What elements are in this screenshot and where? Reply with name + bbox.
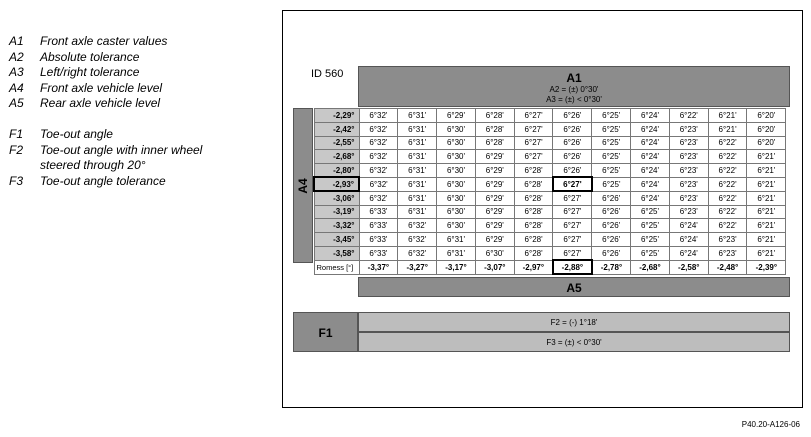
legend-text: Toe-out angle with inner wheel steered through 20° (40, 142, 203, 172)
caster-value-cell: 6°25' (592, 122, 631, 136)
legend-text: Absolute tolerance (40, 49, 140, 64)
caster-value-cell: 6°21' (747, 246, 786, 260)
caster-value-cell: 6°21' (747, 205, 786, 219)
rear-level-cell: -3,27° (398, 260, 437, 274)
caster-value-cell: 6°25' (592, 177, 631, 191)
a3-tolerance: A3 = (±) < 0°30' (546, 95, 602, 104)
table-row (314, 219, 786, 233)
caster-value-cell: 6°27' (514, 150, 553, 164)
caster-value-cell: 6°22' (708, 177, 747, 191)
caster-value-cell: 6°25' (631, 205, 670, 219)
caster-value-cell: 6°33' (359, 205, 398, 219)
rear-level-cell: -2,68° (631, 260, 670, 274)
rear-level-row (314, 260, 786, 274)
caster-value-cell: 6°25' (631, 219, 670, 233)
caster-value-cell: 6°22' (708, 191, 747, 205)
table-row (314, 109, 786, 123)
caster-value-cell: 6°32' (359, 150, 398, 164)
a4-header (293, 108, 313, 263)
caster-value-cell: 6°22' (708, 164, 747, 178)
caster-value-cell: 6°31' (398, 205, 437, 219)
caster-value-cell: 6°22' (708, 150, 747, 164)
caster-value-cell: 6°24' (631, 122, 670, 136)
legend-item (9, 65, 240, 81)
caster-value-cell: 6°32' (359, 177, 398, 191)
caster-value-cell: 6°24' (631, 136, 670, 150)
front-level-cell: -2,93° (314, 177, 359, 191)
table-row (314, 150, 786, 164)
caster-value-cell: 6°30' (437, 136, 476, 150)
caster-value-cell: 6°23' (669, 205, 708, 219)
caster-value-cell: 6°28' (514, 191, 553, 205)
legend-item (9, 174, 240, 190)
caster-value-cell: 6°31' (437, 233, 476, 247)
caster-table (313, 108, 786, 275)
caster-value-cell: 6°23' (669, 150, 708, 164)
table-row (314, 122, 786, 136)
front-level-cell: -3,45° (314, 233, 359, 247)
front-level-cell: -3,06° (314, 191, 359, 205)
caster-value-cell: 6°28' (514, 233, 553, 247)
caster-value-cell: 6°26' (553, 122, 592, 136)
f3-value: F3 = (±) < 0°30' (358, 332, 790, 352)
f2-value: F2 = (-) 1°18' (358, 312, 790, 332)
caster-value-cell: 6°25' (631, 233, 670, 247)
caster-value-cell: 6°21' (747, 177, 786, 191)
caster-value-cell: 6°28' (514, 177, 553, 191)
legend-code: F1 (9, 127, 24, 141)
caster-value-cell: 6°33' (359, 246, 398, 260)
caster-value-cell: 6°32' (398, 233, 437, 247)
rear-level-cell: -2,48° (708, 260, 747, 274)
caster-value-cell: 6°26' (553, 164, 592, 178)
caster-value-cell: 6°20' (747, 122, 786, 136)
caster-value-cell: 6°25' (631, 246, 670, 260)
a4-label: A4 (296, 177, 310, 194)
caster-value-cell: 6°26' (592, 219, 631, 233)
caster-value-cell: 6°29' (475, 219, 514, 233)
table-row (314, 233, 786, 247)
caster-value-cell: 6°28' (514, 246, 553, 260)
caster-value-cell: 6°32' (359, 191, 398, 205)
caster-value-cell: 6°24' (631, 191, 670, 205)
caster-value-cell: 6°27' (514, 136, 553, 150)
caster-value-cell: 6°26' (553, 136, 592, 150)
legend-item (9, 96, 240, 112)
caster-value-cell: 6°26' (592, 191, 631, 205)
legend-text: Toe-out angle (40, 127, 113, 141)
legend-code: A4 (9, 80, 24, 95)
caster-value-cell: 6°30' (437, 150, 476, 164)
legend-item (9, 81, 240, 97)
caster-value-cell: 6°29' (475, 191, 514, 205)
caster-value-cell: 6°29' (475, 205, 514, 219)
a1-title: A1 (566, 71, 582, 85)
caster-value-cell: 6°27' (553, 246, 592, 260)
caster-value-cell: 6°30' (437, 219, 476, 233)
caster-value-cell: 6°29' (475, 164, 514, 178)
table-row (314, 164, 786, 178)
caster-value-cell: 6°30' (437, 191, 476, 205)
legend-code: F3 (9, 173, 24, 188)
caster-value-cell: 6°31' (398, 150, 437, 164)
caster-value-cell: 6°24' (631, 164, 670, 178)
front-level-cell: -2,29° (314, 109, 359, 123)
caster-value-cell: 6°28' (475, 122, 514, 136)
front-level-cell: -2,80° (314, 164, 359, 178)
caster-value-cell: 6°33' (359, 233, 398, 247)
legend-code: A2 (9, 49, 24, 64)
caster-value-cell: 6°20' (747, 109, 786, 123)
caster-value-cell: 6°24' (669, 233, 708, 247)
legend-code: A3 (9, 65, 24, 79)
caster-value-cell: 6°30' (437, 177, 476, 191)
front-level-cell: -3,58° (314, 246, 359, 260)
rear-level-cell: -2,88° (553, 260, 592, 274)
caster-value-cell: 6°25' (592, 150, 631, 164)
rear-level-cell: -3,37° (359, 260, 398, 274)
rear-level-cell: -2,78° (592, 260, 631, 274)
legend-text: Toe-out angle tolerance (40, 173, 166, 188)
caster-value-cell: 6°26' (592, 246, 631, 260)
caster-value-cell: 6°23' (669, 164, 708, 178)
caster-value-cell: 6°24' (669, 246, 708, 260)
caster-value-cell: 6°26' (592, 205, 631, 219)
front-level-cell: -3,19° (314, 205, 359, 219)
caster-value-cell: 6°23' (669, 122, 708, 136)
caster-value-cell: 6°33' (359, 219, 398, 233)
caster-value-cell: 6°23' (669, 177, 708, 191)
rear-level-cell: -2,97° (514, 260, 553, 274)
caster-value-cell: 6°27' (553, 177, 592, 191)
rear-level-label: Romess [°] (314, 260, 359, 274)
id-label: ID 560 (311, 68, 344, 80)
caster-value-cell: 6°22' (708, 205, 747, 219)
caster-value-cell: 6°29' (475, 233, 514, 247)
caster-value-cell: 6°28' (475, 136, 514, 150)
caster-value-cell: 6°24' (631, 177, 670, 191)
rear-level-cell: -3,17° (437, 260, 476, 274)
caster-value-cell: 6°22' (708, 219, 747, 233)
caster-value-cell: 6°30' (437, 122, 476, 136)
caster-value-cell: 6°22' (669, 109, 708, 123)
caster-value-cell: 6°29' (475, 177, 514, 191)
legend-text: Left/right tolerance (40, 65, 140, 79)
caster-value-cell: 6°30' (437, 205, 476, 219)
rear-level-cell: -2,58° (669, 260, 708, 274)
caster-value-cell: 6°32' (398, 246, 437, 260)
caster-value-cell: 6°23' (669, 136, 708, 150)
caster-value-cell: 6°20' (747, 136, 786, 150)
caster-value-cell: 6°31' (398, 136, 437, 150)
caster-value-cell: 6°23' (708, 246, 747, 260)
caster-value-cell: 6°28' (514, 164, 553, 178)
legend-code: F2 (9, 142, 24, 157)
table-row (314, 205, 786, 219)
legend-code: A1 (9, 34, 24, 48)
legend-top (9, 34, 240, 112)
table-row (314, 246, 786, 260)
caster-value-cell: 6°32' (359, 109, 398, 123)
legend-item (9, 34, 240, 50)
caster-value-cell: 6°21' (747, 233, 786, 247)
a1-header (358, 66, 790, 107)
legend-item (9, 143, 240, 174)
front-level-cell: -2,68° (314, 150, 359, 164)
caster-value-cell: 6°27' (514, 109, 553, 123)
figure-reference: P40.20-A126-06 (741, 420, 800, 429)
caster-value-cell: 6°31' (398, 191, 437, 205)
caster-value-cell: 6°21' (708, 122, 747, 136)
caster-value-cell: 6°22' (708, 136, 747, 150)
front-level-cell: -2,55° (314, 136, 359, 150)
caster-value-cell: 6°23' (669, 191, 708, 205)
caster-value-cell: 6°31' (398, 177, 437, 191)
caster-value-cell: 6°30' (437, 164, 476, 178)
caster-value-cell: 6°21' (747, 219, 786, 233)
legend-code: A5 (9, 96, 24, 110)
caster-value-cell: 6°32' (359, 136, 398, 150)
rear-level-cell: -3,07° (475, 260, 514, 274)
caster-value-cell: 6°27' (514, 122, 553, 136)
caster-value-cell: 6°32' (359, 164, 398, 178)
front-level-cell: -2,42° (314, 122, 359, 136)
caster-value-cell: 6°27' (553, 219, 592, 233)
rear-level-cell: -2,39° (747, 260, 786, 274)
caster-value-cell: 6°31' (398, 109, 437, 123)
table-row (314, 191, 786, 205)
caster-value-cell: 6°21' (747, 150, 786, 164)
caster-value-cell: 6°26' (553, 109, 592, 123)
caster-value-cell: 6°23' (708, 233, 747, 247)
caster-value-cell: 6°29' (475, 150, 514, 164)
legend-text: Front axle caster values (40, 34, 168, 48)
legend-text: Front axle vehicle level (40, 80, 163, 95)
f1-header: F1 (293, 312, 358, 352)
table-row (314, 177, 786, 191)
caster-value-cell: 6°28' (475, 109, 514, 123)
caster-value-cell: 6°28' (514, 219, 553, 233)
caster-value-cell: 6°27' (553, 233, 592, 247)
caster-value-cell: 6°31' (437, 246, 476, 260)
caster-value-cell: 6°27' (553, 191, 592, 205)
a5-header: A5 (358, 277, 790, 297)
caster-value-cell: 6°26' (592, 233, 631, 247)
legend-bottom (9, 127, 240, 189)
table-row (314, 136, 786, 150)
legend-item (9, 50, 240, 66)
caster-value-cell: 6°24' (631, 109, 670, 123)
caster-value-cell: 6°30' (475, 246, 514, 260)
caster-value-cell: 6°27' (553, 205, 592, 219)
caster-value-cell: 6°28' (514, 205, 553, 219)
caster-value-cell: 6°21' (708, 109, 747, 123)
caster-value-cell: 6°24' (631, 150, 670, 164)
legend-text: Rear axle vehicle level (40, 96, 161, 110)
caster-value-cell: 6°32' (398, 219, 437, 233)
front-level-cell: -3,32° (314, 219, 359, 233)
caster-value-cell: 6°26' (553, 150, 592, 164)
caster-value-cell: 6°21' (747, 164, 786, 178)
caster-value-cell: 6°31' (398, 164, 437, 178)
caster-value-cell: 6°25' (592, 136, 631, 150)
caster-value-cell: 6°29' (437, 109, 476, 123)
caster-value-cell: 6°24' (669, 219, 708, 233)
caster-value-cell: 6°21' (747, 191, 786, 205)
caster-value-cell: 6°25' (592, 164, 631, 178)
legend-item (9, 127, 240, 143)
caster-value-cell: 6°32' (359, 122, 398, 136)
caster-value-cell: 6°31' (398, 122, 437, 136)
a2-tolerance: A2 = (±) 0°30' (549, 85, 599, 94)
caster-value-cell: 6°25' (592, 109, 631, 123)
